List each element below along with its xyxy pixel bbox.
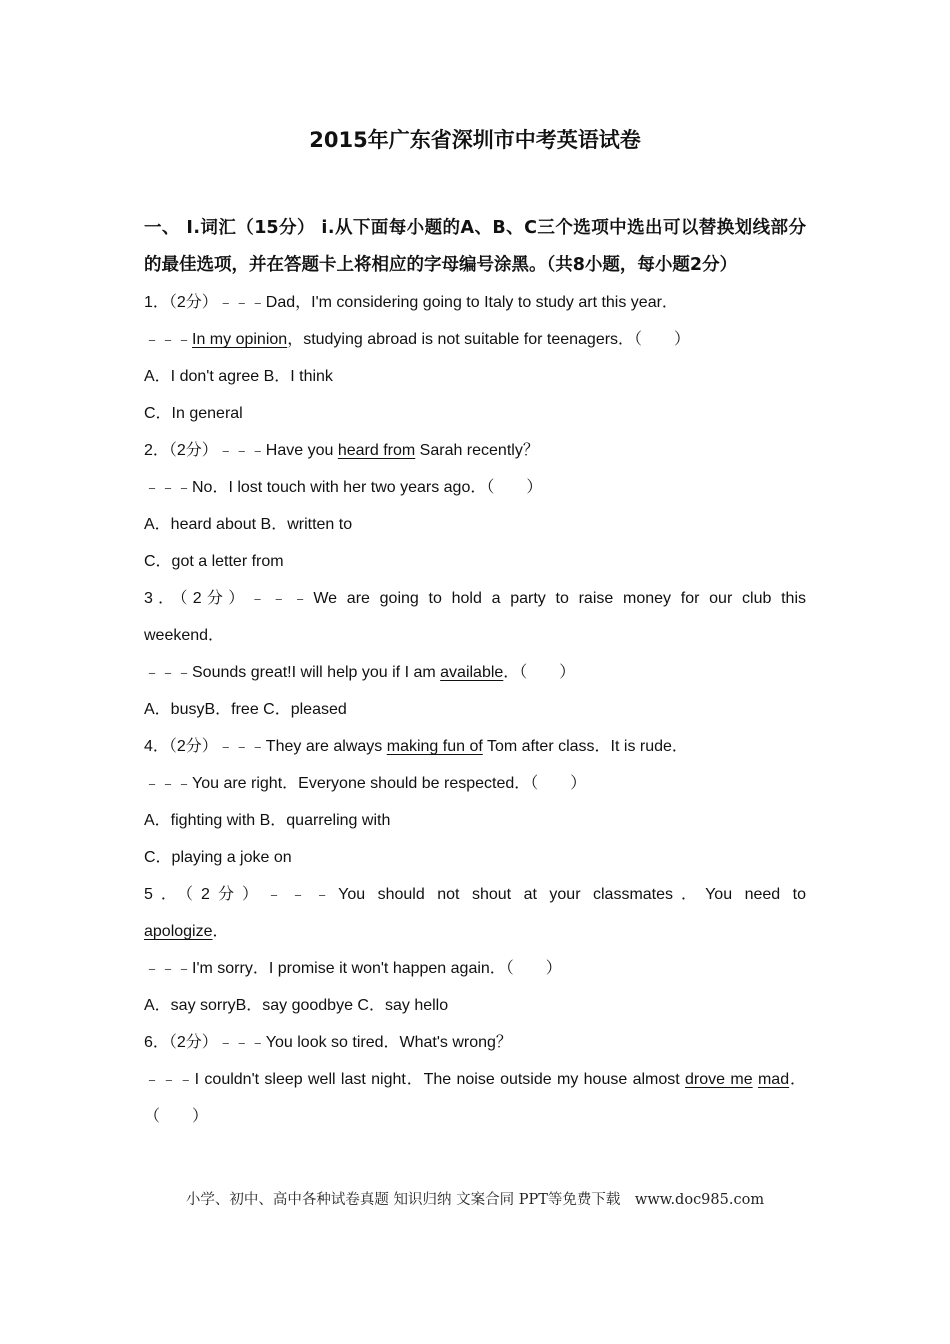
question-4-stem: 4．（2分）﹣﹣﹣They are always making fun of Tom after class．It is rude． [144,738,688,755]
question-4 [144,728,806,876]
question-1-reply: ﹣﹣﹣In my opinion，studying abroad is not suitable for teenagers．（ ） [144,331,691,348]
question-2-reply: ﹣﹣﹣No．I lost touch with her two years ago．（ ） [144,479,543,496]
question-3 [144,580,806,728]
underlined-phrase: available [440,664,504,681]
question-3-reply: ﹣﹣﹣Sounds great!I will help you if I am available．（ ） [144,664,576,681]
question-5 [144,876,806,1024]
underlined-phrase: making fun of [386,738,483,755]
question-1-options: A．I don't agree B．I think [144,368,333,385]
underlined-phrase-2: mad [757,1071,790,1088]
question-5-stem: 5．（2分）﹣﹣﹣You should not shout at your classmates．You need to [144,886,806,903]
question-2-options: A．heard about B．written to [144,516,353,533]
question-6-stem: 6．（2分）﹣﹣﹣You look so tired．What's wrong？ [144,1034,512,1051]
exam-content [144,210,806,1135]
question-4-options: A．fighting with B．quarreling with [144,812,391,829]
question-5-reply: ﹣﹣﹣I'm sorry．I promise it won't happen again．（ ） [144,960,562,977]
question-1 [144,284,806,432]
page-title: 2015年广东省深圳市中考英语试卷 [309,128,641,152]
question-1-stem: 1．（2分）﹣﹣﹣Dad，I'm considering going to Italy to study art this year． [144,294,678,311]
question-3-stem-2: weekend． [144,627,225,644]
question-4-reply: ﹣﹣﹣You are right．Everyone should be respected．（ ） [144,775,587,792]
question-4-options-2: C．playing a joke on [144,849,292,866]
question-2-stem: 2．（2分）﹣﹣﹣Have you heard from Sarah recently？ [144,442,539,459]
underlined-phrase: In my opinion [192,331,288,348]
question-5-stem-2: apologize． [144,923,229,940]
question-6-reply: ﹣﹣﹣I couldn't sleep well last night．The noise outside my house almost drove me mad．（ ） [144,1071,806,1125]
underlined-phrase: drove me [685,1071,753,1088]
question-3-stem: 3．（2分）﹣﹣﹣We are going to hold a party to raise money for our club this [144,590,806,607]
question-2 [144,432,806,580]
question-6 [144,1024,806,1135]
question-1-options-2: C．In general [144,405,243,422]
section-heading: 一、 Ⅰ.词汇（15分） ⅰ.从下面每小题的A、B、C三个选项中选出可以替换划线部分的最佳选项，并在答题卡上将相应的字母编号涂黑。（共8小题，每小题2分） [144,218,806,275]
page-footer: 小学、初中、高中各种试卷真题 知识归纳 文案合同 PPT等免费下载 www.doc985.com [185,1192,765,1208]
underlined-phrase: heard from [337,442,416,459]
underlined-phrase: apologize [144,923,213,940]
question-3-options: A．busyB．free C．pleased [144,701,347,718]
question-5-options: A．say sorryB．say goodbye C．say hello [144,997,449,1014]
question-2-options-2: C．got a letter from [144,553,284,570]
